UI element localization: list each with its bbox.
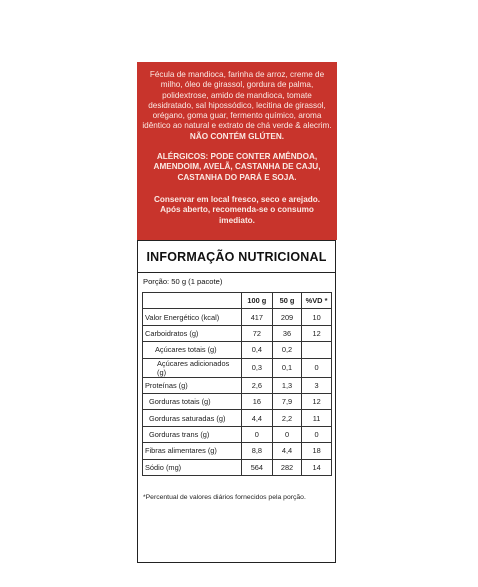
nutrition-rows (143, 309, 332, 476)
value-50g: 1,3 (272, 377, 301, 393)
header-50g: 50 g (272, 293, 301, 309)
ingredients-text (141, 70, 333, 142)
nutrient-name: Gorduras trans (g) (143, 426, 242, 442)
allergens-notice: ALÉRGICOS: PODE CONTER AMÊNDOA, AMENDOIM, AVELÃ, CASTANHA DE CAJU, CASTANHA DO PARÁ E SOJA. (153, 152, 321, 182)
nutrition-row (143, 393, 332, 409)
value-50g: 7,9 (272, 393, 301, 409)
value-100g: 0,4 (241, 342, 272, 358)
nutrition-table (142, 292, 332, 476)
value-vd: 11 (302, 410, 332, 426)
nutrient-name: Gorduras saturadas (g) (143, 410, 242, 426)
value-50g: 4,4 (272, 443, 301, 459)
value-100g: 564 (241, 459, 272, 475)
value-100g: 2,6 (241, 377, 272, 393)
nutrient-name: Fibras alimentares (g) (143, 443, 242, 459)
value-100g: 0,3 (241, 358, 272, 377)
nutrition-row (143, 309, 332, 325)
ingredients-list: Fécula de mandioca, farinha de arroz, creme de milho, óleo de girassol, gordura de palma, polidextrose, amido de mandioca, tomate desidratado, sal hipossódico, lecitina de girassol, orégano, goma guar, fermento químico, aroma idêntico ao natural e extrato de chá verde & alecrim. (142, 70, 332, 131)
nutrient-name: Gorduras totais (g) (143, 393, 242, 409)
nutrition-row (143, 426, 332, 442)
nutrition-row (143, 410, 332, 426)
value-50g: 209 (272, 309, 301, 325)
nutrition-row (143, 358, 332, 377)
nutrition-row (143, 443, 332, 459)
nutrient-name: Valor Energético (kcal) (143, 309, 242, 325)
nutrition-row (143, 377, 332, 393)
value-100g: 0 (241, 426, 272, 442)
value-50g: 0,2 (272, 342, 301, 358)
value-vd: 12 (302, 325, 332, 341)
storage-instructions: Conservar em local fresco, seco e arejado. Após aberto, recomenda-se o consumo imediato. (153, 194, 321, 225)
ingredients-panel (137, 62, 337, 240)
value-100g: 4,4 (241, 410, 272, 426)
header-nutrient (143, 293, 242, 309)
nutrient-name: Proteínas (g) (143, 377, 242, 393)
nutrition-facts-label (137, 240, 336, 563)
value-50g: 0,1 (272, 358, 301, 377)
value-100g: 72 (241, 325, 272, 341)
portion-size: Porção: 50 g (1 pacote) (143, 277, 223, 286)
value-vd: 0 (302, 358, 332, 377)
gluten-notice: NÃO CONTÉM GLÚTEN. (189, 131, 285, 141)
footnote: *Percentual de valores diários fornecidos pela porção. (143, 493, 306, 501)
nutrition-row (143, 325, 332, 341)
value-vd: 10 (302, 309, 332, 325)
nutrition-row (143, 459, 332, 475)
nutrition-header-row (143, 293, 332, 309)
value-100g: 16 (241, 393, 272, 409)
nutrient-name: Carboidratos (g) (143, 325, 242, 341)
value-vd (302, 342, 332, 358)
nutrient-name: Açúcares totais (g) (143, 342, 242, 358)
nutrient-name: Açúcares adicionados (g) (143, 358, 242, 377)
value-100g: 417 (241, 309, 272, 325)
header-100g: 100 g (241, 293, 272, 309)
value-vd: 3 (302, 377, 332, 393)
value-100g: 8,8 (241, 443, 272, 459)
header-vd: %VD * (302, 293, 332, 309)
value-50g: 0 (272, 426, 301, 442)
value-vd: 18 (302, 443, 332, 459)
value-vd: 0 (302, 426, 332, 442)
value-vd: 12 (302, 393, 332, 409)
value-50g: 2,2 (272, 410, 301, 426)
value-vd: 14 (302, 459, 332, 475)
nutrition-title: INFORMAÇÃO NUTRICIONAL (138, 241, 335, 273)
nutrient-name: Sódio (mg) (143, 459, 242, 475)
value-50g: 36 (272, 325, 301, 341)
nutrition-row (143, 342, 332, 358)
value-50g: 282 (272, 459, 301, 475)
